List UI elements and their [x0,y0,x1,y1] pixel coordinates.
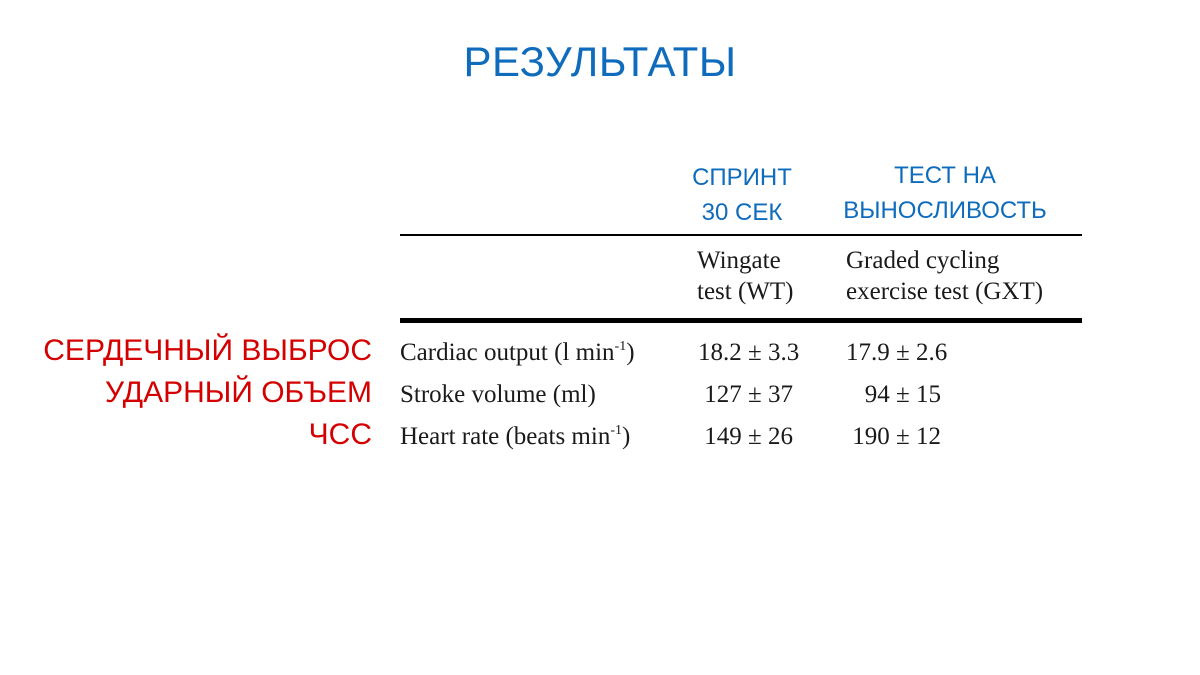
table-header-rule [400,318,1082,323]
row-label [400,333,635,373]
row-label [400,417,630,457]
table-row-heart-rate [0,415,1200,455]
column-label-sprint [672,160,812,230]
cell-wingate: 149 ± 26 [698,423,793,450]
table-top-rule [400,234,1082,236]
table-row-stroke-volume [0,373,1200,413]
cell-gxt: 94 ± 15 [846,381,941,408]
table-header-gxt [846,245,1043,307]
row-label-text: Heart rate (beats min [400,423,611,450]
table-header-wingate [697,245,793,307]
slide-title: РЕЗУЛЬТАТЫ [463,38,737,85]
table-header-line: Graded cycling [846,247,1000,274]
row-label-end: ) [626,339,635,366]
cell-wingate: 127 ± 37 [698,381,793,408]
cell-gxt: 190 ± 12 [846,423,941,450]
row-label-text: Stroke volume (ml) [400,381,596,408]
row-label-superscript: -1 [614,339,627,354]
cell-wingate: 18.2 ± 3.3 [698,339,800,366]
column-label-endurance [825,158,1065,228]
row-label-ru: УДАРНЫЙ ОБЪЕМ [105,376,372,409]
cell-gxt: 17.9 ± 2.6 [846,339,948,366]
table-row-cardiac-output [0,331,1200,371]
column-label-line: СПРИНТ [692,164,792,191]
row-label-superscript: -1 [610,423,622,438]
row-label [400,375,596,415]
row-label-text: Cardiac output (l min [400,339,615,366]
table-header-line: Wingate [697,247,781,274]
table-header-line: exercise test (GXT) [846,278,1044,305]
column-label-line: 30 СЕК [701,199,783,226]
table-header-line: test (WT) [697,278,794,305]
row-label-end: ) [622,423,631,450]
row-label-ru: СЕРДЕЧНЫЙ ВЫБРОС [43,334,372,367]
column-label-line: ТЕСТ НА [894,162,996,189]
row-label-ru: ЧСС [308,418,372,451]
column-label-line: ВЫНОСЛИВОСТЬ [843,197,1047,224]
